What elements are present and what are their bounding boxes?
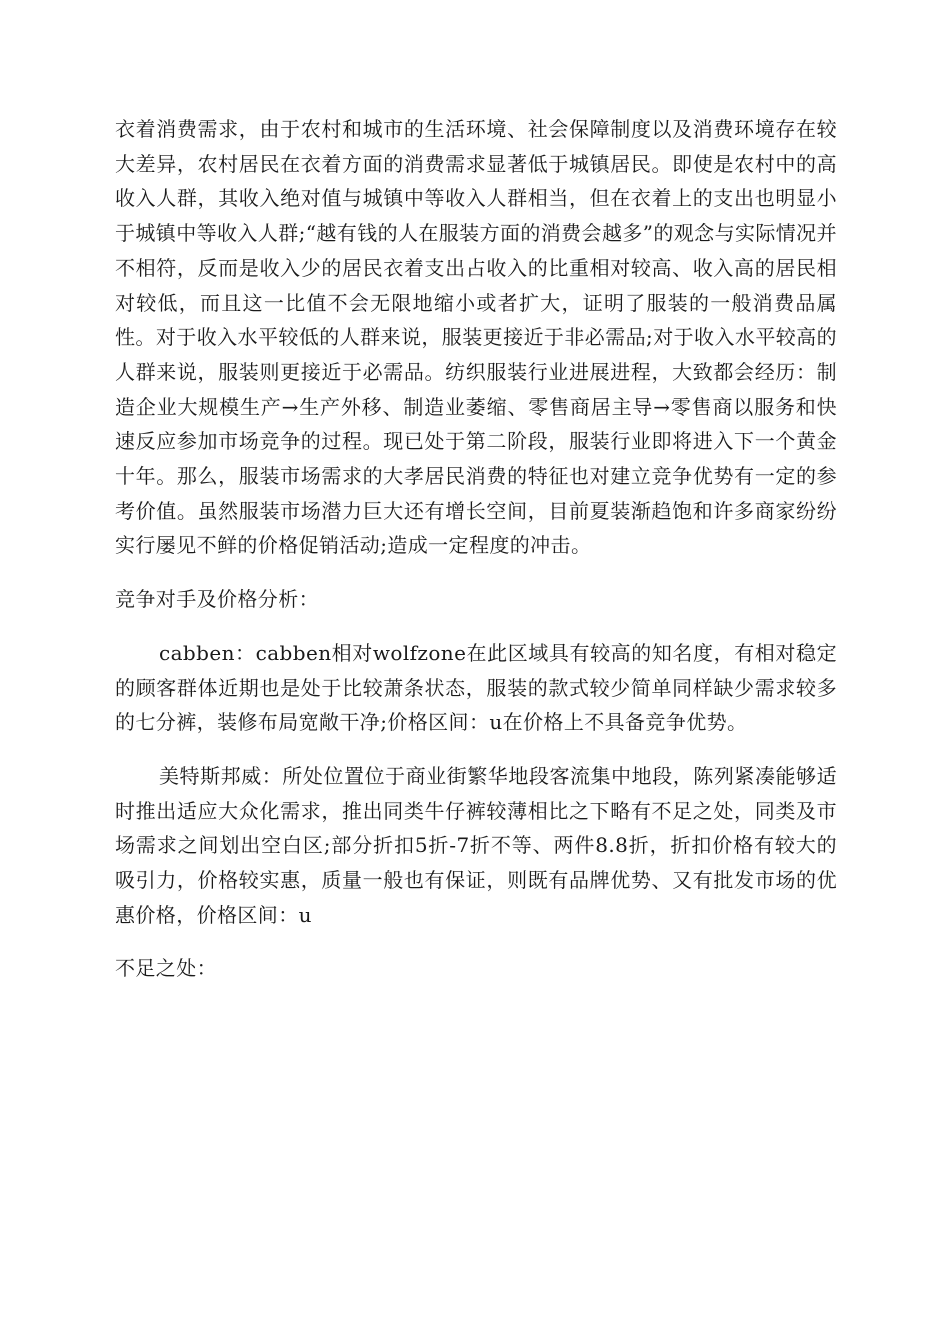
paragraph-cabben: cabben：cabben相对wolfzone在此区域具有较高的知名度，有相对稳定的顾客群体近期也是处于比较萧条状态，服装的款式较少简单同样缺少需求较多的七分裤，装修布局宽敞干净;价格区间：u在价格上不具备竞争优势。	[115, 640, 837, 735]
heading-shortcomings: 不足之处：	[115, 956, 217, 981]
paragraph-consumer-demand: 衣着消费需求，由于农村和城市的生活环境、社会保障制度以及消费环境存在较大差异，农村居民在衣着方面的消费需求显著低于城镇居民。即使是农村中的高收入人群，其收入绝对值与城镇中等收入人群相当，但在衣着上的支出也明显小于城镇中等收入人群;“越有钱的人在服装方面的消费会越多”的观念与实际情况并不相符，反而是收入少的居民衣着支出占收入的比重相对较高、收入高的居民相对较低，而且这一比值不会无限地缩小或者扩大，证明了服装的一般消费品属性。对于收入水平较低的人群来说，服装更接近于非必需品;对于收入水平较高的人群来说，服装则更接近于必需品。纺织服装行业进展进程，大致都会经历：制造企业大规模生产→生产外移、制造业萎缩、零售商居主导→零售商以服务和快速反应参加市场竞争的过程。现已处于第二阶段，服装行业即将进入下一个黄金十年。那么，服装市场需求的大孝居民消费的特征也对建立竞争优势有一定的参考价值。虽然服装市场潜力巨大还有增长空间，目前夏装渐趋饱和许多商家纷纷实行屡见不鲜的价格促销活动;造成一定程度的冲击。	[115, 117, 837, 558]
document-body	[115, 112, 837, 986]
heading-competitor-price-analysis: 竞争对手及价格分析：	[115, 587, 319, 612]
paragraph-metersbonwe: 美特斯邦威：所处位置位于商业街繁华地段客流集中地段，陈列紧凑能够适时推出适应大众化需求，推出同类牛仔裤较薄相比之下略有不足之处，同类及市场需求之间划出空白区;部分折扣5折-7折不等、两件8.8折，折扣价格有较大的吸引力，价格较实惠，质量一般也有保证，则既有品牌优势、又有批发市场的优惠价格，价格区间：u	[115, 763, 837, 927]
